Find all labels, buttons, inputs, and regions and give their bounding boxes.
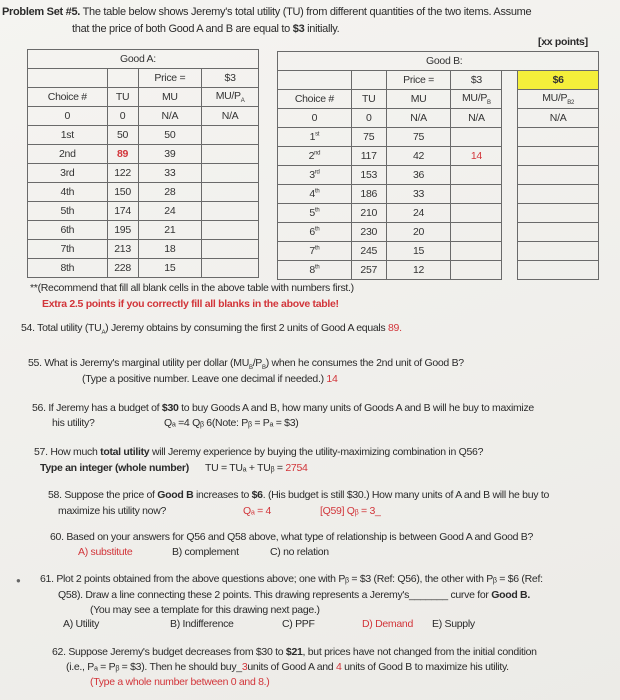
q62a: 62. Suppose Jeremy's budget decreases from $30 to [52, 646, 286, 658]
q56b: $30 [161, 402, 179, 414]
cell-mup2[interactable]: N/A [518, 109, 599, 128]
gap-cell [502, 109, 518, 128]
cell-tu: 245 [351, 242, 386, 261]
gap-cell [502, 204, 518, 223]
cell-choice: 1st [28, 126, 108, 145]
question-55 [28, 357, 464, 371]
cell-mup2[interactable] [518, 166, 599, 185]
cell-tu: 174 [107, 202, 138, 221]
cell-mup[interactable] [202, 202, 259, 221]
q61-option-c[interactable]: C) PPF [282, 618, 315, 630]
col-tu-b: TU [351, 90, 386, 109]
cell-mup2[interactable] [518, 223, 599, 242]
cell-mup[interactable] [202, 145, 259, 164]
cell-mup2[interactable] [518, 147, 599, 166]
choice-number: 8 [309, 264, 315, 276]
q61-option-a[interactable]: A) Utility [63, 618, 100, 630]
t2c: initially. [304, 23, 340, 35]
cell-tu: 228 [107, 259, 138, 278]
bullet-icon: ● [16, 576, 21, 585]
cell-mu: 39 [138, 145, 202, 164]
cell-choice: 7th [28, 240, 108, 259]
cell-tu: 0 [351, 109, 386, 128]
table-row [28, 126, 259, 145]
col-tu: TU [107, 88, 138, 107]
cell-choice: 8th [28, 259, 108, 278]
cell-tu: 89 [107, 145, 138, 164]
q60-option-b[interactable]: B) complement [172, 546, 239, 558]
cell-choice: 4th [28, 183, 108, 202]
q57c: will Jeremy experience by buying the utility-maximizing combination in Q56? [149, 446, 484, 458]
question-55-line2 [82, 373, 338, 385]
gap-cell [502, 166, 518, 185]
cell-mu: N/A [138, 107, 202, 126]
question-60: 60. Based on your answers for Q56 and Q58 above, what type of relationship is between Good A and Good B? [50, 531, 534, 543]
good-b-price-6: $6 [518, 71, 599, 90]
cell-mup2[interactable] [518, 242, 599, 261]
cell-choice [278, 109, 352, 128]
choice-suffix: th [314, 245, 320, 252]
recommend-note: **(Recommend that fill all blank cells in the above table with numbers first.) [30, 282, 354, 294]
q55-text2: ) when he consumes the 2nd unit of Good B? [265, 357, 464, 369]
col-mu: MU [138, 88, 202, 107]
mup: MU/P [461, 91, 488, 104]
problem-title [2, 6, 531, 18]
choice-suffix: th [314, 264, 320, 271]
cell-mup[interactable] [451, 223, 502, 242]
q55-sub1: B [248, 365, 253, 372]
q57a: 57. How much [34, 446, 101, 458]
good-a-price-label: Price = [138, 69, 202, 88]
table-row [278, 223, 599, 242]
table-row [278, 185, 599, 204]
q57-formula-text: TU = TUₐ + TUᵦ = [205, 462, 286, 474]
choice-number: 3 [309, 169, 315, 181]
gap-cell [502, 223, 518, 242]
cell-mu: 28 [138, 183, 202, 202]
table-row [278, 261, 599, 280]
choice-suffix: st [315, 131, 320, 138]
choice-number: 1 [309, 131, 316, 143]
q57-formula [205, 462, 308, 474]
choice-number: 4 [309, 188, 315, 200]
cell-mup[interactable]: N/A [451, 109, 502, 128]
question-56 [32, 402, 534, 414]
cell-choice: 2nd [28, 145, 108, 164]
cell-mu: 15 [386, 242, 451, 261]
choice-number: 6 [309, 226, 315, 238]
question-61-line3: (You may see a template for this drawing next page.) [90, 604, 320, 616]
good-b-table [277, 51, 599, 280]
t2a: that the price of both Good A and B are equal to [72, 23, 293, 35]
table-row [278, 109, 599, 128]
question-61: 61. Plot 2 points obtained from the above questions above; one with Pᵦ = $3 (Ref: Q56), the other with Pᵦ = $6 (Ref: [40, 573, 543, 585]
q55-sub2: B [262, 365, 266, 372]
question-57-line2: Type an integer (whole number) [40, 462, 189, 474]
cell-mu: 24 [138, 202, 202, 221]
choice-number: 7 [309, 245, 315, 257]
cell-mu: 20 [386, 223, 451, 242]
title-text: The table below shows Jeremy's total utility (TU) from different quantities of the two items. Assume [80, 6, 532, 18]
cell-mup2[interactable] [518, 204, 599, 223]
cell-choice: 3rd [28, 164, 108, 183]
cell-choice: 6th [28, 221, 108, 240]
cell-mu: 18 [138, 240, 202, 259]
gap-cell [502, 185, 518, 204]
choice-suffix: nd [314, 150, 321, 157]
cell-mup[interactable] [202, 164, 259, 183]
q61-option-d[interactable]: D) Demand [362, 618, 413, 630]
table-row [278, 147, 599, 166]
choice-suffix: rd [314, 169, 320, 176]
question-54 [21, 322, 402, 336]
cell-mup[interactable] [451, 204, 502, 223]
choice-number: 5 [309, 207, 315, 219]
points-label: [xx points] [538, 36, 588, 48]
question-62-line3: (Type a whole number between 0 and 8.) [90, 676, 270, 688]
gap-cell [502, 261, 518, 280]
q58-qb[interactable]: [Q59] Qᵦ = 3_ [320, 505, 381, 517]
mup-sub: A [240, 98, 245, 105]
cell-tu: 50 [107, 126, 138, 145]
cell-mup[interactable]: N/A [202, 107, 259, 126]
table-row [278, 204, 599, 223]
cell-mup[interactable] [451, 242, 502, 261]
choice-suffix: th [314, 188, 320, 195]
q57-answer[interactable]: 2754 [285, 462, 308, 474]
question-62 [52, 646, 537, 658]
cell-tu: 150 [107, 183, 138, 202]
q58d: $6 [251, 489, 263, 501]
table-row [28, 202, 259, 221]
good-b-price: $3 [451, 71, 502, 90]
cell-tu: 210 [351, 204, 386, 223]
q54-text2: ) Jeremy obtains by consuming the first 2 units of Good A equals [105, 322, 388, 334]
q55-mid: /P [252, 357, 263, 369]
good-b-price-label: Price = [386, 71, 451, 90]
q54-answer[interactable]: 89. [388, 322, 402, 334]
question-58-line2: maximize his utility now? [58, 505, 167, 517]
q54-sub: A [101, 330, 106, 337]
cell-mu: 33 [138, 164, 202, 183]
table-row [28, 221, 259, 240]
table-row [28, 164, 259, 183]
q58e: . (His budget is still $30.) How many units of A and B will he buy to [262, 489, 549, 501]
cell-choice [278, 204, 352, 223]
cell-mup2[interactable] [518, 261, 599, 280]
good-a-title: Good A: [28, 50, 259, 69]
q62-l2a: (i.e., Pₐ = Pᵦ = $3). Then he should buy_ [66, 661, 242, 673]
cell-choice [278, 185, 352, 204]
q60-option-a[interactable]: A) substitute [78, 546, 133, 558]
cell-choice: 5th [28, 202, 108, 221]
cell-tu: 122 [107, 164, 138, 183]
cell-mu: 24 [386, 204, 451, 223]
q56-answer[interactable]: Qₐ =4 Qᵦ 6(Note: Pᵦ = Pₐ = $3) [164, 417, 299, 429]
cell-mup2[interactable] [518, 128, 599, 147]
col-mup [202, 88, 259, 107]
extra-points-note: Extra 2.5 points if you correctly fill all blanks in the above table! [42, 298, 339, 310]
mup-sub: B2 [567, 100, 575, 107]
cell-mu: N/A [386, 109, 451, 128]
table-row [28, 183, 259, 202]
cell-tu: 75 [351, 128, 386, 147]
q55-line2: (Type a positive number. Leave one decimal if needed.) [82, 373, 327, 385]
mup: MU/P [215, 89, 241, 102]
mup: MU/P [542, 91, 568, 104]
cell-mu: 21 [138, 221, 202, 240]
cell-mu: 12 [386, 261, 451, 280]
q54-text: 54. Total utility (TU [21, 322, 102, 334]
cell-tu: 257 [351, 261, 386, 280]
choice-number: 2 [308, 150, 315, 162]
t2b: $3 [292, 23, 305, 35]
cell-mup[interactable] [451, 128, 502, 147]
cell-choice [278, 147, 352, 166]
col-mup-b [451, 90, 502, 109]
cell-tu: 117 [351, 147, 386, 166]
q57b: total utility [100, 446, 150, 458]
cell-mup[interactable] [202, 240, 259, 259]
cell-mu: 42 [386, 147, 451, 166]
q62-l2c: units of Good B to maximize his utility. [341, 661, 509, 673]
gap-cell [502, 128, 518, 147]
question-58 [48, 489, 549, 501]
table-row [28, 107, 259, 126]
mup-sub: B [487, 100, 491, 107]
cell-choice [278, 261, 352, 280]
q62b: $21 [285, 646, 303, 658]
q61-option-b[interactable]: B) Indifference [170, 618, 234, 630]
cell-tu: 186 [351, 185, 386, 204]
cell-mup[interactable] [202, 259, 259, 278]
cell-mu: 33 [386, 185, 451, 204]
good-a-table [27, 49, 259, 278]
cell-tu: 153 [351, 166, 386, 185]
q61-line2-bold: Good B. [491, 589, 530, 601]
title-bold: Problem Set #5. [2, 6, 81, 18]
cell-mup[interactable] [202, 183, 259, 202]
q55-answer[interactable]: 14 [326, 373, 338, 385]
table-row [28, 145, 259, 164]
table-row [278, 128, 599, 147]
cell-tu: 230 [351, 223, 386, 242]
cell-mup[interactable] [451, 185, 502, 204]
q62-l2b: units of Good A and [247, 661, 336, 673]
good-a-price: $3 [202, 69, 259, 88]
good-b-title: Good B: [278, 52, 599, 71]
q58-qa[interactable]: Qₐ = 4 [243, 505, 272, 517]
q55-text: 55. What is Jeremy's marginal utility per dollar (MU [28, 357, 249, 369]
cell-mup2[interactable] [518, 185, 599, 204]
cell-mup[interactable] [202, 126, 259, 145]
col-mup-b2 [518, 90, 599, 109]
table-row [28, 259, 259, 278]
cell-tu: 195 [107, 221, 138, 240]
cell-mup[interactable]: 14 [451, 147, 502, 166]
cell-mu: 50 [138, 126, 202, 145]
q58a: 58. Suppose the price of [48, 489, 158, 501]
problem-title-line2 [72, 23, 339, 35]
cell-mu: 36 [386, 166, 451, 185]
q58b: Good B [157, 489, 194, 501]
table-row [278, 166, 599, 185]
cell-mu: 75 [386, 128, 451, 147]
gap-cell [502, 242, 518, 261]
q62c: , but prices have not changed from the initial condition [302, 646, 537, 658]
q56c: to buy Goods A and B, how many units of Goods A and B will he buy to maximize [178, 402, 534, 414]
question-56-line2: his utility? [52, 417, 95, 429]
cell-choice [278, 223, 352, 242]
cell-choice [278, 166, 352, 185]
q62-answer-a[interactable]: 3 [241, 661, 248, 673]
question-62-line2 [66, 661, 509, 673]
cell-mup[interactable] [202, 221, 259, 240]
cell-mu: 15 [138, 259, 202, 278]
q56a: 56. If Jeremy has a budget of [32, 402, 162, 414]
table-row [28, 240, 259, 259]
question-61-line2 [58, 589, 530, 601]
q60-option-c[interactable]: C) no relation [270, 546, 329, 558]
q62-answer-b[interactable]: 4 [335, 661, 342, 673]
cell-tu: 213 [107, 240, 138, 259]
cell-choice [278, 128, 352, 147]
choice-number: 0 [311, 112, 318, 124]
col-choice: Choice # [28, 88, 108, 107]
cell-mup[interactable] [451, 166, 502, 185]
cell-mup[interactable] [451, 261, 502, 280]
cell-choice [278, 242, 352, 261]
q61-option-e[interactable]: E) Supply [432, 618, 475, 630]
col-mu-b: MU [386, 90, 451, 109]
q61-line2: Q58). Draw a line connecting these 2 points. This drawing represents a Jeremy's_______ curve for [58, 589, 492, 601]
choice-suffix: th [314, 207, 320, 214]
q58c: increases to [193, 489, 252, 501]
col-choice-b: Choice # [278, 90, 352, 109]
cell-tu: 0 [107, 107, 138, 126]
question-57 [34, 446, 483, 458]
table-row [278, 242, 599, 261]
cell-choice: 0 [28, 107, 108, 126]
choice-suffix: th [314, 226, 320, 233]
gap-cell [502, 147, 518, 166]
